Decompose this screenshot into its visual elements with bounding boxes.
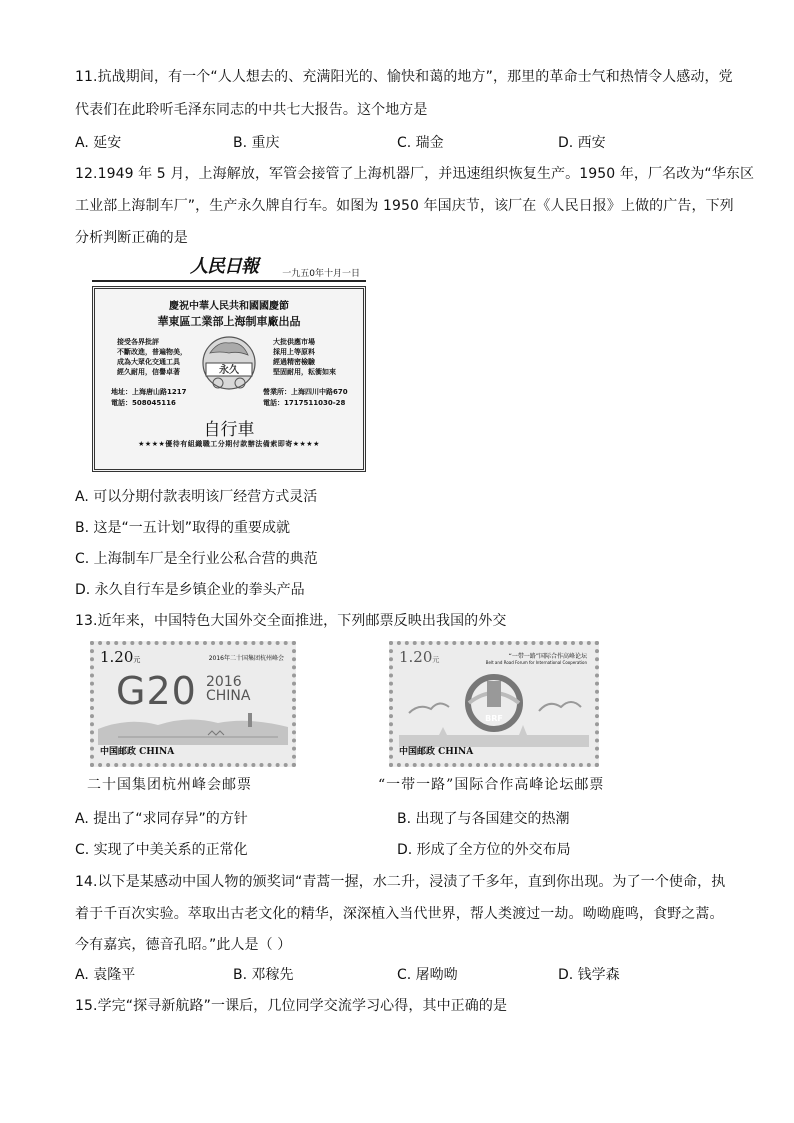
q13-option-a[interactable]: A. 提出了“求同存异”的方针 [75,811,248,827]
newspaper-masthead: 人民日報 [190,256,258,277]
ad-right-column [273,337,336,377]
q12-stem-line3: 分析判断正确的是 [75,230,188,246]
ad-right-text: 大批供應市場 [273,338,315,346]
g20-stamp [90,641,296,767]
g20-logo-place: CHINA [206,688,251,704]
header-rule [92,280,366,282]
q14-stem-line2: 着于千百次实验。萃取出古老文化的精华，深深植入当代世界，帮人类渡过一劫。呦呦鹿鸣，食野之蒿。 [75,906,724,922]
ad-left-text: 經久耐用，信譽卓著 [117,368,180,376]
ad-footer: ★★★★優待有組織職工分期付款辦法備索即寄★★★★ [138,440,320,448]
ad-left-text: 成為大眾化交通工具 [117,358,180,366]
q11-option-d[interactable]: D. 西安 [558,135,606,151]
newspaper-advertisement [88,250,366,472]
ad-product-name: 自行車 [203,420,255,440]
g20-stamp-value [100,648,140,666]
q12-option-a[interactable]: A. 可以分期付款表明该厂经营方式灵活 [75,489,318,505]
ad-right-phone: 電話：1717511030-28 [263,399,346,407]
permanent-brand-logo [200,333,258,395]
ad-right-text: 經過精密檢驗 [273,358,315,366]
brf-header-cn: “一带一路”国际合作高峰论坛 [508,653,587,660]
brf-logo-text: BRF [485,714,503,723]
ad-left-text: 不斷改進，普遍物美， [117,348,187,356]
belt-road-stamp [389,641,599,767]
q11-option-c[interactable]: C. 瑞金 [397,135,444,151]
q14-stem-line3: 今有嘉宾，德音孔昭。”此人是（ ） [75,937,292,953]
stamp-value-number: 1.20 [399,648,433,666]
q11-option-b[interactable]: B. 重庆 [233,135,280,151]
ad-frame [92,286,366,472]
g20-logo: G20 [116,669,197,713]
q11-stem-line1: 11.抗战期间，有一个“人人想去的、充满阳光的、愉快和蔼的地方”，那里的革命士气和热情令人感动，党 [75,69,733,85]
stamp-value-unit: 元 [432,656,440,664]
q13-option-b[interactable]: B. 出现了与各国建交的热潮 [397,811,570,827]
ad-maker-line: 華東區工業部上海制車廠出品 [157,315,301,328]
ad-right-text: 堅固耐用，耘衝如來 [273,368,336,376]
q14-option-d[interactable]: D. 钱学森 [558,967,620,983]
g20-stamp-country: 中国邮政 CHINA [100,747,175,757]
brand-logo-text: 永久 [219,365,239,376]
ad-left-text: 接受各界批評 [117,338,159,346]
ad-left-column [117,337,187,377]
ad-right-text: 採用上等原料 [273,348,315,356]
q13-stem-line1: 13.近年来，中国特色大国外交全面推进，下列邮票反映出我国的外交 [75,613,507,629]
brf-stamp-caption: “一带一路”国际合作高峰论坛邮票 [378,777,605,793]
q14-option-c[interactable]: C. 屠呦呦 [397,967,458,983]
q15-stem-line1: 15.学完“探寻新航路”一课后，几位同学交流学习心得，其中正确的是 [75,998,508,1014]
brf-stamp-country: 中国邮政 CHINA [399,747,474,757]
g20-stamp-header: 2016年二十国集团杭州峰会 [208,655,284,662]
g20-stamp-caption: 二十国集团杭州峰会邮票 [87,777,252,793]
q12-option-d[interactable]: D. 永久自行车是乡镇企业的拳头产品 [75,582,305,598]
g20-logo-year: 2016 [206,674,242,690]
q13-option-c[interactable]: C. 实现了中美关系的正常化 [75,842,248,858]
q11-stem-line2: 代表们在此聆听毛泽东同志的中共七大报告。这个地方是 [75,102,428,118]
ad-celebrate-line: 慶祝中華人民共和國國慶節 [169,301,289,312]
q14-option-a[interactable]: A. 袁隆平 [75,967,136,983]
q12-option-b[interactable]: B. 这是“一五计划”取得的重要成就 [75,520,291,536]
ad-left-address: 地址：上海唐山路1217 [111,388,187,396]
stamp-value-number: 1.20 [100,648,134,666]
brf-header-en: Belt and Road Forum for International Cooperation [485,660,587,665]
q12-stem-line1: 12.1949 年 5 月，上海解放，军管会接管了上海机器厂，并迅速组织恢复生产。1950 年，厂名改为“华东区 [75,166,755,182]
ad-right-address: 營業所：上海四川中路670 [263,388,348,396]
ad-left-phone: 電話：508045116 [111,399,176,407]
q12-stem-line2: 工业部上海制车厂”，生产永久牌自行车。如图为 1950 年国庆节，该厂在《人民日报》上做的广告，下列 [75,198,734,214]
newspaper-date: 一九五0年十月一日 [282,269,360,279]
q11-option-a[interactable]: A. 延安 [75,135,122,151]
g20-logo-text [206,675,250,703]
q14-stem-line1: 14.以下是某感动中国人物的颁奖词“青蒿一握，水二升，浸渍了千多年，直到你出现。为了一个使命，执 [75,874,726,890]
q13-option-d[interactable]: D. 形成了全方位的外交布局 [397,842,571,858]
newspaper-header [88,250,366,282]
q14-option-b[interactable]: B. 邓稼先 [233,967,294,983]
west-lake-scenery [98,711,288,745]
q12-option-c[interactable]: C. 上海制车厂是全行业公私合营的典范 [75,551,318,567]
stamp-value-unit: 元 [133,656,141,664]
brf-logo-scenery [399,663,589,747]
